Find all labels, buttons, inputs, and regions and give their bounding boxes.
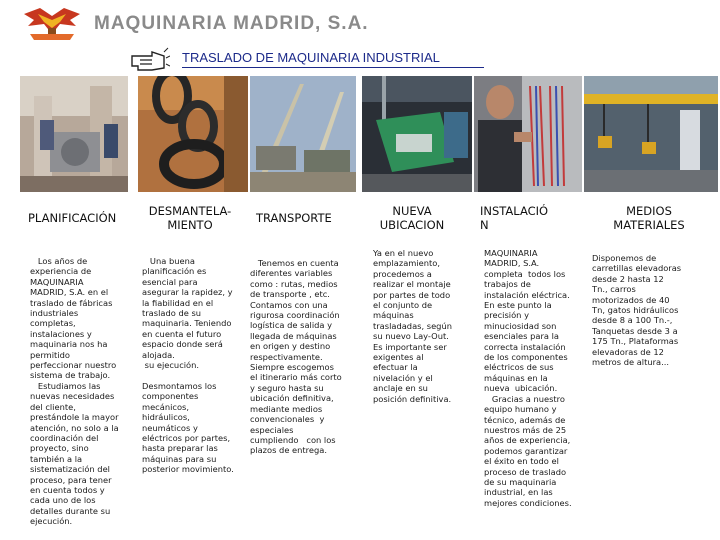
header	[0, 0, 720, 48]
planificacion-text: Los años de experiencia de MAQUINARIA MADRID, S.A. en el traslado de fábricas industriales completas, instalaciones y maquinaria nos ha permitido perfeccionar nuestro sistema de trabajo. Estudiamos las nuevas necesidades del cliente, prestándole la mayor atención, no solo a la coordinación del proyecto, sino también a la sistematización del proceso, para tener en cuenta todos y cada uno de los detalles durante su ejecución.	[30, 256, 119, 527]
page-title-bar	[130, 46, 530, 74]
page-title: TRASLADO DE MAQUINARIA INDUSTRIAL	[182, 50, 440, 65]
heading-desmantelamiento: DESMANTELA- MIENTO	[148, 204, 232, 232]
company-name: MAQUINARIA MADRID, S.A.	[94, 13, 369, 34]
heading-nueva-ubicacion: NUEVA UBICACION	[379, 204, 445, 232]
overhead-crane-hall-photo	[584, 76, 718, 192]
heading-planificacion: PLANIFICACIÓN	[28, 211, 117, 225]
nueva-ubicacion-text: Ya en el nuevo emplazamiento, procedemos a realizar el montaje por partes de todo el conjunto de máquinas trasladadas, según su nuevo Lay-Out. Es importante ser exigentes al efectuar la nivelación y el anclaje en su posición definitiva.	[373, 248, 452, 404]
workers-assembling-machine-photo	[20, 76, 128, 192]
pointing-hand-icon	[130, 46, 170, 74]
cranes-loading-trucks-photo	[250, 76, 356, 192]
transporte-text: Tenemos en cuenta diferentes variables como : rutas, medios de transporte , etc. Contamos con una rigurosa coordinación logística de salida y llegada de máquinas en origen y destino respectivamente. Siempre escogemos el itinerario más corto y seguro hasta su ubicación definitiva, mediante medios convencionales y especiales cumpliendo con los plazos de entrega.	[250, 258, 342, 456]
title-underline	[182, 67, 484, 68]
heading-transporte: TRANSPORTE	[256, 211, 332, 225]
electrician-wiring-panel-photo	[474, 76, 582, 192]
medios-materiales-text: Disponemos de carretillas elevadoras desde 2 hasta 12 Tn., carros motorizados de 40 Tn, gatos hidráulicos desde 8 a 100 Tn.-, Tanquetas desde 3 a 175 Tn., Plataformas elevadoras de 12 metros de altura...	[592, 253, 682, 368]
desmantelamiento-text: Una buena planificación es esencial para asegurar la rapidez, y la fiabilidad en el traslado de su maquinaria. Teniendo en cuenta el futuro espacio donde será alojada. su ejecución. Desmontamos los componentes mecánicos, hidráulicos, neumáticos y eléctricos por partes, hasta preparar las máquinas para su posterior movimiento.	[142, 256, 234, 475]
eagle-crest-logo	[20, 4, 84, 42]
green-machine-placement-photo	[362, 76, 472, 192]
heading-medios-materiales: MEDIOS MATERIALES	[613, 204, 685, 232]
heading-instalacion: INSTALACIÓ N	[480, 204, 549, 232]
crane-hook-chain-photo	[138, 76, 248, 192]
instalacion-text: MAQUINARIA MADRID, S.A. completa todos los trabajos de instalación eléctrica. En este punto la precisión y minuciosidad son esenciales para la correcta instalación de los componentes eléctricos de sus máquinas en la nueva ubicación. Gracias a nuestro equipo humano y técnico, además de nuestros más de 25 años de experiencia, podemos garantizar el éxito en todo el proceso de traslado de su maquinaria industrial, en las mejores condiciones.	[484, 248, 572, 508]
